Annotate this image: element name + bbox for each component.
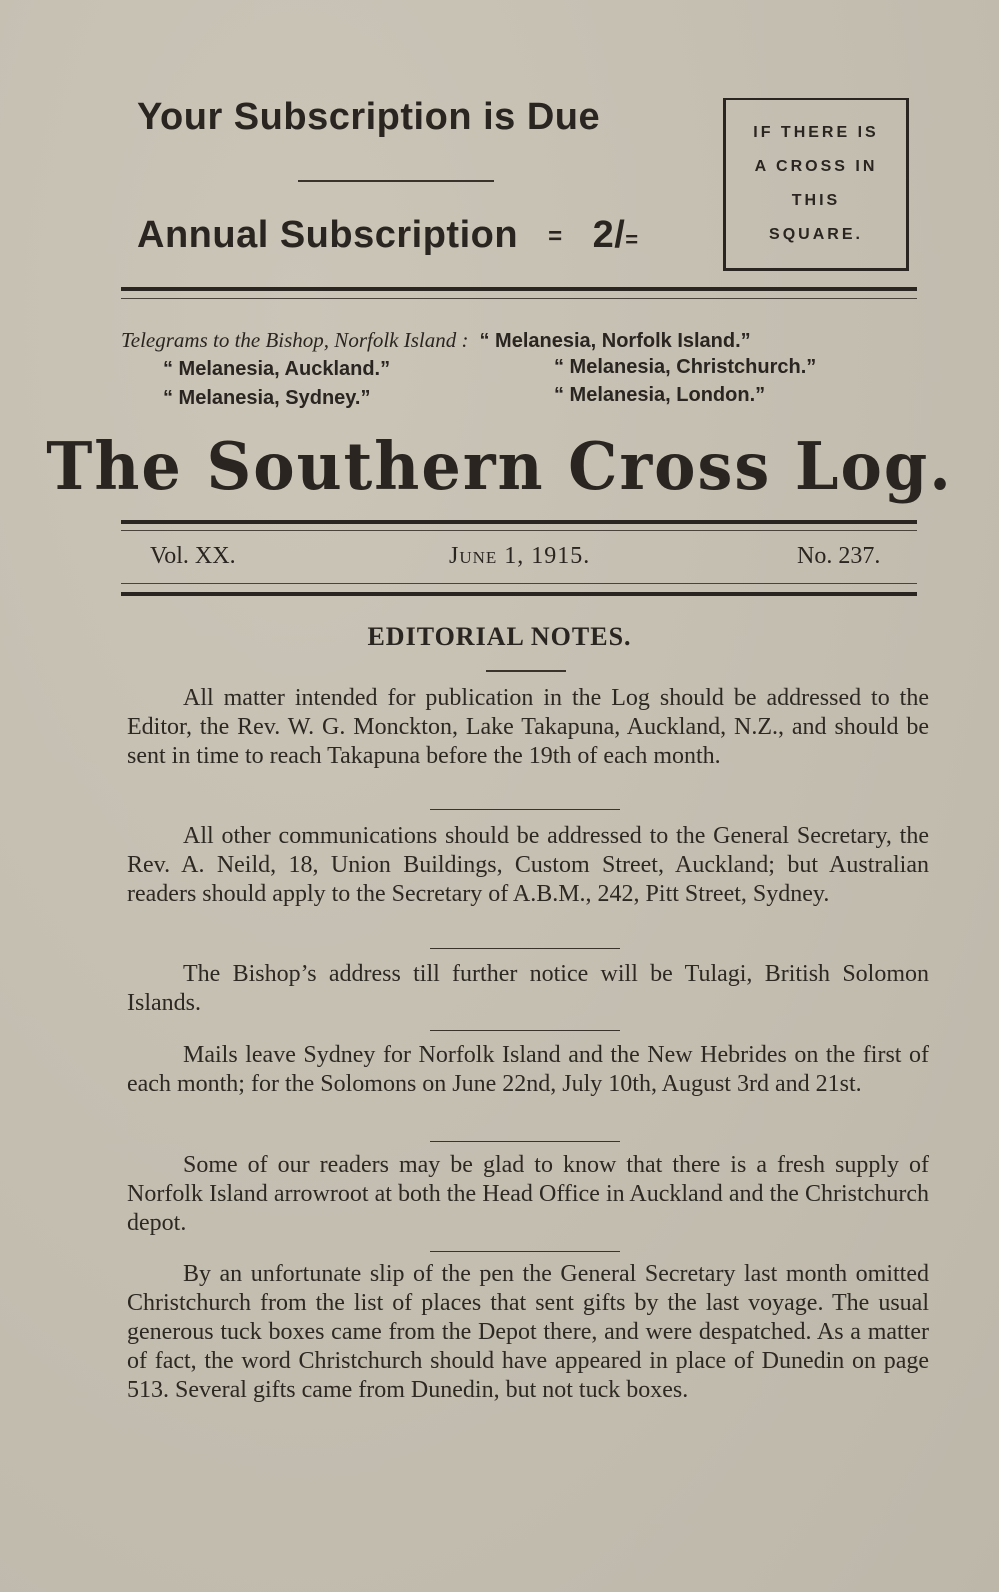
telegrams-line-1 [121, 328, 751, 353]
editorial-paragraph: The Bishop’s address till further notice will be Tulagi, British Solomon Islands. [127, 961, 929, 1016]
cross-box-line: IF THERE IS [753, 124, 879, 141]
title-divider [486, 670, 566, 672]
paragraph-separator [430, 809, 620, 810]
editorial-paragraph: All other communications should be addressed to the General Secretary, the Rev. A. Neild, 18, Union Buildings, Custom Street, Auckland; but Australian readers should apply to the Secretary of A.B.M., 242, Pitt Street, Sydney. [127, 823, 929, 907]
header-rule-thin [121, 298, 917, 299]
issue-rule-thin [121, 583, 917, 584]
editorial-title: EDITORIAL NOTES. [367, 622, 632, 651]
editorial-paragraph: Some of our readers may be glad to know that there is a fresh supply of Norfolk Island arrowroot at both the Head Office in Auckland and the Christchurch depot. [127, 1152, 929, 1236]
divider [298, 180, 494, 182]
telegram-address: “ Melanesia, Christchurch.” [554, 356, 817, 378]
telegram-address: “ Melanesia, Norfolk Island.” [479, 330, 751, 352]
header-rule-thick [121, 287, 917, 291]
cross-box-line: SQUARE. [769, 226, 863, 243]
issue-number: No. 237. [797, 543, 881, 569]
masthead-rule-thick [121, 520, 917, 524]
issue-date: June 1, 1915. [449, 543, 591, 569]
cross-box-line: A CROSS IN [754, 158, 878, 175]
paragraph-separator [430, 1141, 620, 1142]
annual-subscription-label: Annual Subscription [137, 214, 519, 256]
telegram-address: “ Melanesia, London.” [554, 384, 766, 406]
editorial-paragraph: By an unfortunate slip of the pen the General Secretary last month omitted Christchurch from the list of places that sent gifts by the last voyage. The usual generous tuck boxes came from the Depot there, and were despatched. As a matter of fact, the word Christchurch should have appeared in place of Dunedin on page 513. Several gifts came from Dunedin, but not tuck boxes. [127, 1261, 929, 1403]
editorial-paragraph: Mails leave Sydney for Norfolk Island and the New Hebrides on the first of each month; for the Solomons on June 22nd, July 10th, August 3rd and 21st. [127, 1042, 929, 1097]
paragraph-separator [430, 948, 620, 949]
masthead-title: The Southern Cross Log. [46, 428, 953, 505]
volume-number: Vol. XX. [150, 543, 236, 569]
annual-subscription-line [137, 214, 639, 257]
subscription-due-heading: Your Subscription is Due [137, 96, 601, 138]
cross-box-line: THIS [791, 192, 841, 209]
subscription-price: 2/ [592, 214, 626, 256]
issue-rule-thick [121, 592, 917, 596]
price-suffix: = [625, 227, 639, 252]
equals-sign: = [548, 222, 563, 250]
telegram-address: “ Melanesia, Sydney.” [163, 387, 371, 409]
cross-in-square-box [723, 98, 909, 271]
telegrams-intro: Telegrams to the Bishop, Norfolk Island : [121, 328, 469, 352]
telegram-address: “ Melanesia, Auckland.” [163, 358, 391, 380]
editorial-paragraph: All matter intended for publication in the Log should be addressed to the Editor, the Rev. W. G. Monckton, Lake Takapuna, Auckland, N.Z., and should be sent in time to reach Takapuna before the 19th of each month. [127, 685, 929, 769]
paragraph-separator [430, 1251, 620, 1252]
masthead-rule-thin [121, 530, 917, 531]
paragraph-separator [430, 1030, 620, 1031]
